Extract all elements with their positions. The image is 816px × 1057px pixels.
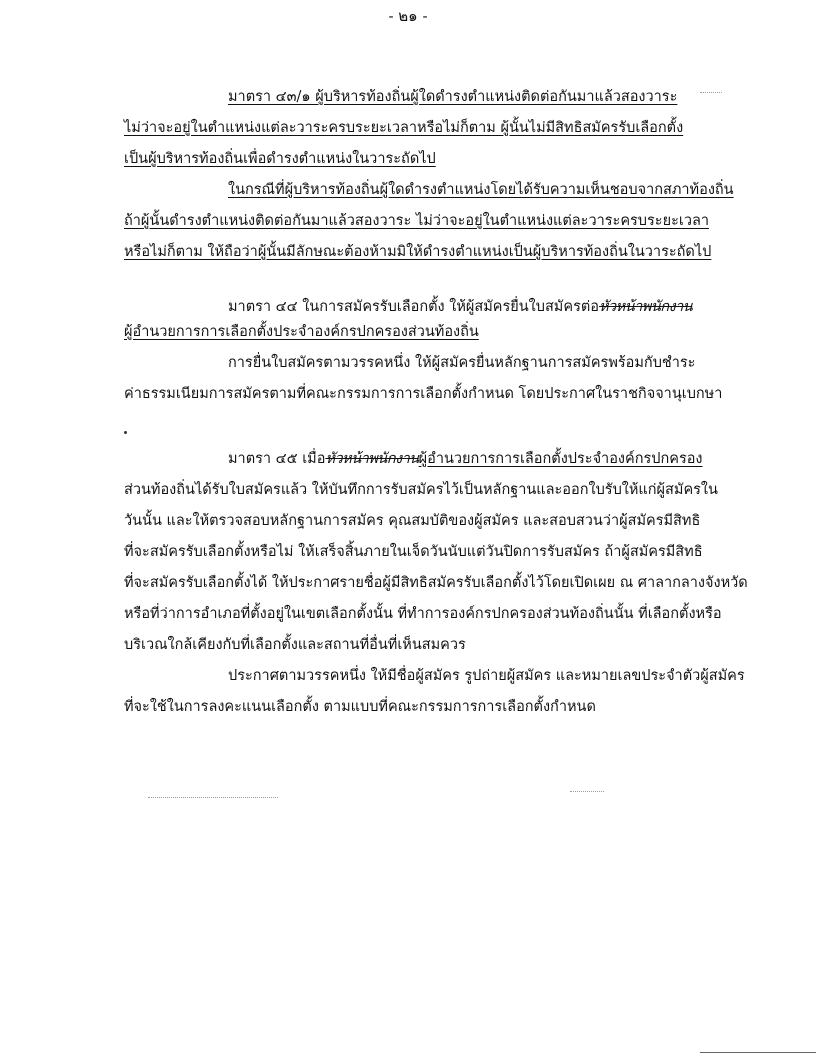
section-44-struck-text: หัวหน้าพนักงาน: [598, 299, 693, 315]
page-edge-line: [700, 1052, 816, 1053]
section-45-line-1-rest: ผู้อำนวยการการเลือกตั้งประจำองค์กรปกครอง: [418, 451, 703, 467]
section-45-prefix: มาตรา ๔๕ เมื่อ: [228, 451, 326, 467]
section-45-line-6: หรือที่ว่าการอำเภอที่ตั้งอยู่ในเขตเลือกตั้งนั้น ที่ทำการองค์กรปกครองส่วนท้องถิ่นนั้น ที่เลือกตั้งหรือ: [124, 606, 722, 622]
section-43-1-line-4: ในกรณีที่ผู้บริหารท้องถิ่นผู้ใดดำรงตำแหน่งโดยได้รับความเห็นชอบจากสภาท้องถิ่น: [228, 182, 734, 198]
scan-artifact-right: [570, 791, 604, 794]
section-45-line-2: ส่วนท้องถิ่นได้รับใบสมัครแล้ว ให้บันทึกการรับสมัครไว้เป็นหลักฐานและออกใบรับให้แก่ผู้สมัครใน: [124, 482, 718, 498]
section-44-line-1: [228, 297, 692, 317]
scan-dot: [124, 431, 127, 434]
section-43-1-line-1: มาตรา ๔๓/๑ ผู้บริหารท้องถิ่นผู้ใดดำรงตำแหน่งติดต่อกันมาแล้วสองวาระ: [228, 89, 678, 105]
section-45-line-9: ที่จะใช้ในการลงคะแนนเลือกตั้ง ตามแบบที่คณะกรรมการการเลือกตั้งกำหนด: [124, 699, 596, 715]
section-45-line-1: [228, 449, 703, 469]
scan-artifact-left: [148, 797, 278, 800]
section-45-line-4: ที่จะสมัครรับเลือกตั้งหรือไม่ ให้เสร็จสิ้นภายในเจ็ดวันนับแต่วันปิดการรับสมัคร ถ้าผู้สมัครมีสิทธิ: [124, 544, 703, 560]
section-44-line-2: ผู้อำนวยการการเลือกตั้งประจำองค์กรปกครองส่วนท้องถิ่น: [124, 324, 479, 340]
page-number: - ๒๑ -: [388, 7, 428, 25]
section-44-prefix: มาตรา ๔๔ ในการสมัครรับเลือกตั้ง ให้ผู้สมัครยื่นใบสมัครต่อ: [228, 299, 599, 315]
section-43-1-line-3: เป็นผู้บริหารท้องถิ่นเพื่อดำรงตำแหน่งในวาระถัดไป: [124, 151, 436, 167]
section-45-line-8: ประกาศตามวรรคหนึ่ง ให้มีชื่อผู้สมัคร รูปถ่ายผู้สมัคร และหมายเลขประจำตัวผู้สมัคร: [228, 668, 745, 684]
section-44-line-4: ค่าธรรมเนียมการสมัครตามที่คณะกรรมการการเลือกตั้งกำหนด โดยประกาศในราชกิจจานุเบกษา: [124, 386, 723, 402]
scan-artifact-top-right: [700, 92, 722, 95]
section-45-struck-text: หัวหน้าพนักงาน: [325, 451, 419, 467]
section-44-line-3: การยื่นใบสมัครตามวรรคหนึ่ง ให้ผู้สมัครยื่นหลักฐานการสมัครพร้อมกับชำระ: [228, 355, 696, 371]
section-43-1-line-6: หรือไม่ก็ตาม ให้ถือว่าผู้นั้นมีลักษณะต้องห้ามมิให้ดำรงตำแหน่งเป็นผู้บริหารท้องถิ่นในวาระถัดไป: [124, 244, 712, 260]
section-45-line-3: วันนั้น และให้ตรวจสอบหลักฐานการสมัคร คุณสมบัติของผู้สมัคร และสอบสวนว่าผู้สมัครมีสิทธิ: [124, 513, 701, 529]
section-43-1-line-5: ถ้าผู้นั้นดำรงตำแหน่งติดต่อกันมาแล้วสองวาระ ไม่ว่าจะอยู่ในตำแหน่งแต่ละวาระครบระยะเวลา: [124, 213, 709, 229]
section-45-line-7: บริเวณใกล้เคียงกับที่เลือกตั้งและสถานที่อื่นที่เห็นสมควร: [124, 637, 466, 653]
section-43-1-line-2: ไม่ว่าจะอยู่ในตำแหน่งแต่ละวาระครบระยะเวลาหรือไม่ก็ตาม ผู้นั้นไม่มีสิทธิสมัครรับเลือกตั้ง: [124, 120, 684, 136]
section-45-line-5: ที่จะสมัครรับเลือกตั้งได้ ให้ประกาศรายชื่อผู้มีสิทธิสมัครรับเลือกตั้งไว้โดยเปิดเผย ณ ศาลากลางจังหวัด: [124, 575, 748, 591]
